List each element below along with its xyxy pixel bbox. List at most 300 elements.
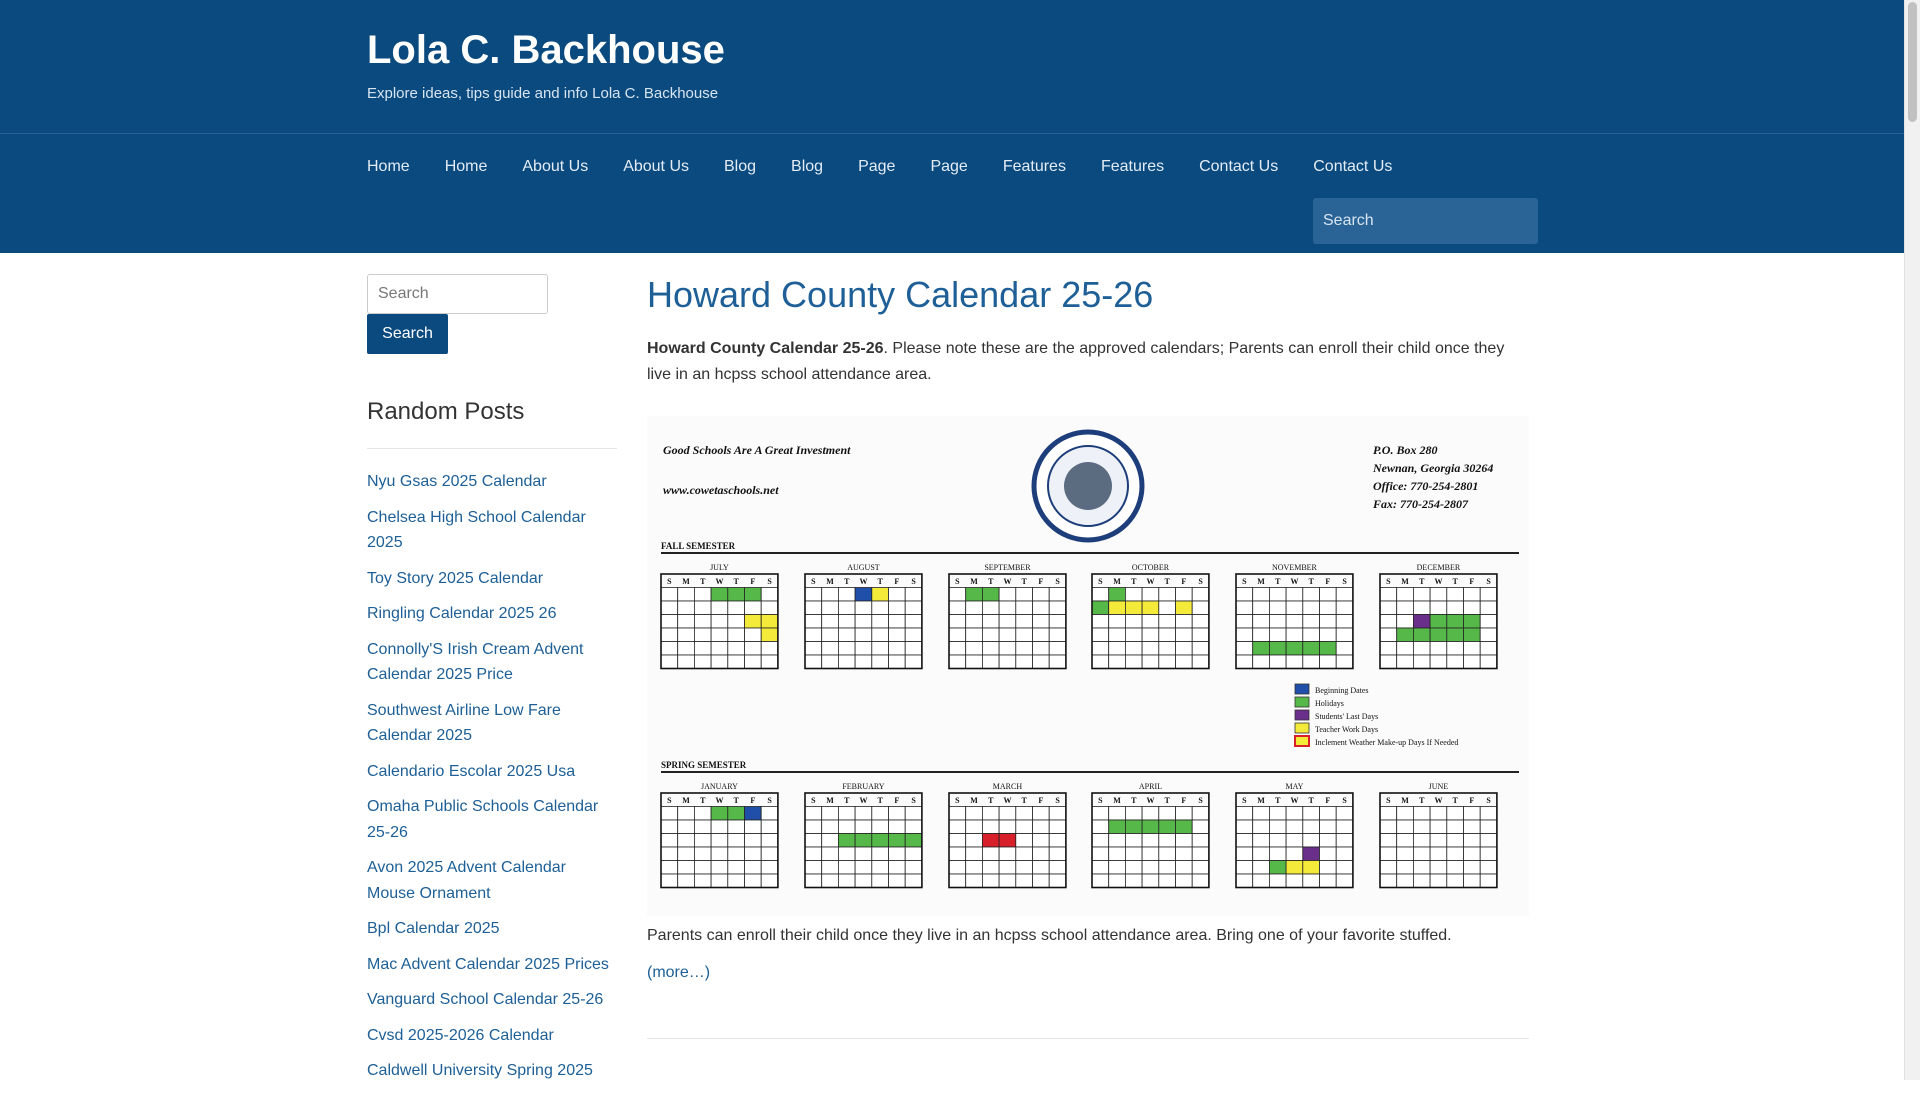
calendar-day-cell [1303, 628, 1320, 642]
legend-swatch [1295, 736, 1309, 746]
calendar-day-cell [982, 847, 999, 861]
calendar-day-cell [1303, 601, 1320, 615]
calendar-weekday-label: M [826, 796, 834, 805]
calendar-day-cell [1142, 615, 1159, 629]
random-post-link[interactable]: Caldwell University Spring 2025 [367, 1062, 593, 1079]
calendar-day-cell [1192, 628, 1209, 642]
calendar-day-cell [1016, 588, 1033, 602]
calendar-day-cell [1464, 615, 1481, 629]
post-intro [647, 336, 1529, 387]
legend-label: Inclement Weather Make-up Days If Needed [1315, 738, 1459, 747]
calendar-day-cell [1236, 820, 1253, 834]
calendar-day-cell [1380, 807, 1397, 821]
calendar-day-cell [905, 861, 922, 875]
calendar-weekday-label: T [700, 796, 706, 805]
calendar-day-cell [1033, 642, 1050, 656]
calendar-weekday-label: T [1164, 577, 1170, 586]
calendar-day-cell [1397, 847, 1414, 861]
calendar-day-cell [999, 834, 1016, 848]
calendar-day-cell [1447, 834, 1464, 848]
calendar-day-cell [711, 820, 728, 834]
nav-item-features[interactable]: Features [1002, 158, 1066, 175]
calendar-day-cell [1253, 807, 1270, 821]
calendar-day-cell [1033, 847, 1050, 861]
calendar-day-cell [745, 615, 762, 629]
calendar-day-cell [1269, 588, 1286, 602]
calendar-day-cell [1192, 588, 1209, 602]
calendar-weekday-label: S [1386, 577, 1391, 586]
calendar-day-cell [761, 874, 778, 888]
calendar-day-cell [1125, 874, 1142, 888]
sidebar-search-input[interactable] [367, 274, 548, 314]
calendar-day-cell [1336, 588, 1353, 602]
calendar-day-cell [1236, 834, 1253, 848]
calendar-day-cell [1016, 820, 1033, 834]
calendar-month-label: FEBRUARY [842, 782, 885, 791]
calendar-day-cell [1253, 834, 1270, 848]
calendar-day-cell [728, 847, 745, 861]
calendar-day-cell [1336, 615, 1353, 629]
calendar-day-cell [694, 834, 711, 848]
list-item [367, 566, 617, 592]
calendar-day-cell [1092, 601, 1109, 615]
calendar-weekday-label: T [1131, 577, 1137, 586]
calendar-day-cell [822, 834, 839, 848]
calendar-day-cell [855, 642, 872, 656]
calendar-day-cell [1049, 847, 1066, 861]
random-posts-list [367, 469, 617, 1084]
calendar-day-cell [728, 601, 745, 615]
calendar-day-cell [745, 628, 762, 642]
calendar-day-cell [1480, 601, 1497, 615]
random-post-link[interactable]: Cvsd 2025-2026 Calendar [367, 1026, 554, 1044]
calendar-day-cell [1269, 807, 1286, 821]
calendar-day-cell [761, 642, 778, 656]
calendar-day-cell [1480, 834, 1497, 848]
calendar-day-cell [1142, 847, 1159, 861]
calendar-day-cell [1269, 615, 1286, 629]
calendar-day-cell [678, 807, 695, 821]
calendar-day-cell [889, 655, 906, 669]
calendar-day-cell [678, 628, 695, 642]
calendar-weekday-label: T [1419, 796, 1425, 805]
calendar-day-cell [1286, 847, 1303, 861]
read-more-link[interactable]: (more…) [647, 964, 711, 981]
calendar-day-cell [661, 861, 678, 875]
calendar-day-cell [1159, 847, 1176, 861]
calendar-day-cell [1303, 588, 1320, 602]
random-post-link[interactable]: Omaha Public Schools Calendar 25-26 [367, 798, 599, 841]
calendar-weekday-label: M [1257, 796, 1265, 805]
post-title[interactable]: Howard County Calendar 25-26 [647, 274, 1154, 315]
calendar-day-cell [838, 847, 855, 861]
calendar-day-cell [1447, 655, 1464, 669]
calendar-day-cell [1447, 861, 1464, 875]
calendar-day-cell [1464, 642, 1481, 656]
calendar-day-cell [1286, 820, 1303, 834]
scrollbar-thumb[interactable] [1908, 2, 1917, 122]
calendar-day-cell [1192, 820, 1209, 834]
calendar-day-cell [1286, 807, 1303, 821]
calendar-day-cell [889, 628, 906, 642]
calendar-day-cell [745, 642, 762, 656]
calendar-day-cell [711, 847, 728, 861]
random-post-link[interactable]: Toy Story 2025 Calendar [367, 569, 544, 587]
calendar-day-cell [745, 874, 762, 888]
calendar-day-cell [1253, 874, 1270, 888]
calendar-day-cell [822, 655, 839, 669]
calendar-day-cell [1480, 642, 1497, 656]
nav-item-page[interactable]: Page [858, 158, 896, 175]
calendar-day-cell [1236, 874, 1253, 888]
calendar-day-cell [1236, 588, 1253, 602]
nav-item-blog[interactable]: Blog [724, 158, 757, 175]
list-item [367, 505, 617, 556]
calendar-day-cell [1397, 601, 1414, 615]
calendar-day-cell [1142, 642, 1159, 656]
calendar-day-cell [1016, 834, 1033, 848]
calendar-day-cell [1253, 861, 1270, 875]
calendar-day-cell [966, 601, 983, 615]
calendar-day-cell [822, 642, 839, 656]
calendar-day-cell [1092, 628, 1109, 642]
calendar-day-cell [711, 655, 728, 669]
main-content [647, 268, 1529, 981]
calendar-weekday-label: S [1098, 577, 1103, 586]
calendar-day-cell [1447, 615, 1464, 629]
calendar-weekday-label: T [877, 577, 883, 586]
calendar-day-cell [889, 834, 906, 848]
calendar-day-cell [838, 588, 855, 602]
random-post-link[interactable]: Nyu Gsas 2025 Calendar [367, 473, 547, 490]
calendar-weekday-label: W [1434, 796, 1443, 805]
calendar-day-cell [711, 615, 728, 629]
page-scrollbar[interactable] [1904, 0, 1920, 1080]
calendar-day-cell [1016, 642, 1033, 656]
calendar-day-cell [1286, 601, 1303, 615]
calendar-day-cell [822, 628, 839, 642]
calendar-day-cell [1253, 847, 1270, 861]
calendar-day-cell [1464, 861, 1481, 875]
calendar-day-cell [1236, 628, 1253, 642]
calendar-day-cell [1464, 628, 1481, 642]
calendar-day-cell [1049, 628, 1066, 642]
calendar-day-cell [966, 834, 983, 848]
calendar-day-cell [1413, 601, 1430, 615]
calendar-weekday-label: F [894, 796, 900, 805]
calendar-day-cell [872, 874, 889, 888]
calendar-day-cell [1109, 874, 1126, 888]
calendar-day-cell [1236, 642, 1253, 656]
calendar-day-cell [1125, 615, 1142, 629]
calendar-day-cell [855, 874, 872, 888]
calendar-weekday-label: S [1242, 796, 1247, 805]
calendar-day-cell [999, 874, 1016, 888]
school-seal-icon [1034, 432, 1142, 540]
calendar-day-cell [999, 861, 1016, 875]
calendar-weekday-label: W [859, 577, 868, 586]
calendar-day-cell [1269, 628, 1286, 642]
calendar-weekday-label: F [894, 577, 900, 586]
nav-item-home[interactable]: Home [444, 158, 488, 175]
calendar-day-cell [728, 615, 745, 629]
calendar-day-cell [728, 588, 745, 602]
calendar-day-cell [1033, 820, 1050, 834]
calendar-day-cell [728, 820, 745, 834]
calendar-weekday-label: W [1290, 796, 1299, 805]
calendar-website: www.cowetaschools.net [663, 483, 779, 497]
calendar-day-cell [1413, 807, 1430, 821]
calendar-day-cell [1447, 628, 1464, 642]
nav-item-features[interactable]: Features [1100, 158, 1165, 175]
post-intro-bold: Howard County Calendar 25-26 [647, 340, 884, 357]
calendar-day-cell [889, 807, 906, 821]
calendar-day-cell [949, 615, 966, 629]
calendar-day-cell [1413, 588, 1430, 602]
calendar-day-cell [1397, 588, 1414, 602]
calendar-day-cell [999, 847, 1016, 861]
calendar-day-cell [694, 601, 711, 615]
random-post-link[interactable]: Mac Advent Calendar 2025 Prices [367, 955, 609, 973]
calendar-day-cell [1033, 601, 1050, 615]
calendar-day-cell [1380, 655, 1397, 669]
calendar-day-cell [678, 601, 695, 615]
random-post-link[interactable]: Connolly'S Irish Cream Advent Calendar 2025 Price [367, 640, 584, 683]
list-item [367, 952, 617, 978]
nav-item-contact-us[interactable]: Contact Us [1313, 158, 1393, 175]
calendar-day-cell [678, 820, 695, 834]
calendar-weekday-label: S [955, 796, 960, 805]
calendar-day-cell [1109, 820, 1126, 834]
calendar-weekday-label: F [1038, 577, 1044, 586]
calendar-day-cell [1480, 847, 1497, 861]
calendar-day-cell [1430, 601, 1447, 615]
calendar-day-cell [661, 655, 678, 669]
calendar-day-cell [949, 820, 966, 834]
calendar-day-cell [949, 807, 966, 821]
calendar-weekday-label: W [715, 577, 724, 586]
calendar-day-cell [1336, 874, 1353, 888]
calendar-day-cell [1286, 861, 1303, 875]
nav-item-home[interactable]: Home [367, 158, 410, 175]
calendar-day-cell [966, 588, 983, 602]
calendar-day-cell [1142, 874, 1159, 888]
calendar-day-cell [1109, 655, 1126, 669]
calendar-weekday-label: M [1113, 796, 1121, 805]
calendar-day-cell [1336, 655, 1353, 669]
calendar-day-cell [728, 807, 745, 821]
main-nav [367, 158, 1427, 178]
calendar-day-cell [1159, 834, 1176, 848]
calendar-day-cell [1336, 601, 1353, 615]
calendar-day-cell [949, 642, 966, 656]
nav-item-contact-us[interactable]: Contact Us [1199, 158, 1279, 175]
nav-item-blog[interactable]: Blog [791, 158, 824, 175]
nav-item-about-us[interactable]: About Us [623, 158, 689, 175]
calendar-day-cell [1269, 601, 1286, 615]
calendar-day-cell [1125, 628, 1142, 642]
calendar-day-cell [1159, 588, 1176, 602]
sidebar-search-button[interactable]: Search [367, 314, 448, 354]
calendar-day-cell [1380, 834, 1397, 848]
calendar-day-cell [745, 820, 762, 834]
calendar-weekday-label: M [1401, 796, 1409, 805]
calendar-weekday-label: T [844, 577, 850, 586]
calendar-day-cell [678, 655, 695, 669]
calendar-day-cell [1142, 820, 1159, 834]
calendar-day-cell [1253, 655, 1270, 669]
calendar-day-cell [1016, 861, 1033, 875]
calendar-day-cell [661, 628, 678, 642]
calendar-day-cell [949, 655, 966, 669]
calendar-day-cell [889, 642, 906, 656]
calendar-day-cell [1176, 601, 1193, 615]
calendar-weekday-label: S [911, 796, 916, 805]
calendar-day-cell [1176, 807, 1193, 821]
calendar-day-cell [1286, 642, 1303, 656]
calendar-day-cell [949, 861, 966, 875]
fall-semester-label: FALL SEMESTER [661, 541, 736, 551]
calendar-day-cell [1320, 601, 1337, 615]
calendar-weekday-label: S [911, 577, 916, 586]
calendar-day-cell [822, 807, 839, 821]
calendar-day-cell [1320, 861, 1337, 875]
calendar-day-cell [1176, 642, 1193, 656]
calendar-day-cell [1253, 820, 1270, 834]
random-post-link[interactable]: Bpl Calendar 2025 [367, 920, 500, 937]
calendar-day-cell [1320, 820, 1337, 834]
calendar-day-cell [745, 834, 762, 848]
calendar-day-cell [661, 834, 678, 848]
nav-item-page[interactable]: Page [930, 158, 968, 175]
calendar-day-cell [1269, 861, 1286, 875]
calendar-weekday-label: T [1275, 796, 1281, 805]
list-item [367, 759, 617, 785]
calendar-address-2: Newnan, Georgia 30264 [1373, 461, 1494, 475]
calendar-weekday-label: S [1098, 796, 1103, 805]
calendar-day-cell [1016, 628, 1033, 642]
legend-label: Students' Last Days [1315, 712, 1379, 721]
calendar-day-cell [1380, 628, 1397, 642]
calendar-day-cell [838, 601, 855, 615]
calendar-day-cell [761, 601, 778, 615]
calendar-day-cell [1125, 820, 1142, 834]
calendar-day-cell [761, 655, 778, 669]
calendar-day-cell [1397, 615, 1414, 629]
calendar-month-label: NOVEMBER [1272, 563, 1317, 572]
random-post-link[interactable]: Calendario Escolar 2025 Usa [367, 762, 576, 780]
random-post-link[interactable]: Avon 2025 Advent Calendar Mouse Ornament [367, 859, 566, 902]
calendar-day-cell [966, 615, 983, 629]
calendar-day-cell [1320, 655, 1337, 669]
calendar-day-cell [855, 615, 872, 629]
calendar-day-cell [1192, 615, 1209, 629]
site-title[interactable]: Lola C. Backhouse [367, 28, 725, 72]
calendar-day-cell [1142, 628, 1159, 642]
calendar-day-cell [838, 807, 855, 821]
calendar-day-cell [1336, 820, 1353, 834]
random-post-link[interactable]: Southwest Airline Low Fare Calendar 2025 [367, 701, 561, 744]
calendar-day-cell [982, 861, 999, 875]
calendar-day-cell [1176, 628, 1193, 642]
calendar-day-cell [728, 861, 745, 875]
calendar-day-cell [694, 807, 711, 821]
calendar-day-cell [678, 642, 695, 656]
calendar-day-cell [872, 847, 889, 861]
calendar-day-cell [872, 861, 889, 875]
calendar-day-cell [1480, 615, 1497, 629]
calendar-day-cell [905, 615, 922, 629]
header-search-input[interactable] [1313, 198, 1538, 244]
calendar-day-cell [1016, 847, 1033, 861]
calendar-day-cell [855, 655, 872, 669]
calendar-weekday-label: S [1055, 796, 1060, 805]
calendar-day-cell [1253, 628, 1270, 642]
calendar-day-cell [1049, 874, 1066, 888]
calendar-weekday-label: S [1386, 796, 1391, 805]
nav-item-about-us[interactable]: About Us [522, 158, 589, 175]
calendar-day-cell [838, 628, 855, 642]
calendar-day-cell [805, 834, 822, 848]
calendar-day-cell [838, 861, 855, 875]
calendar-weekday-label: T [988, 796, 994, 805]
random-post-link[interactable]: Chelsea High School Calendar 2025 [367, 508, 586, 551]
calendar-day-cell [1413, 861, 1430, 875]
random-post-link[interactable]: Ringling Calendar 2025 26 [367, 605, 557, 622]
calendar-day-cell [694, 615, 711, 629]
calendar-day-cell [1413, 820, 1430, 834]
calendar-weekday-label: T [1021, 577, 1027, 586]
calendar-day-cell [1480, 655, 1497, 669]
calendar-day-cell [872, 642, 889, 656]
calendar-day-cell [889, 847, 906, 861]
calendar-day-cell [1320, 847, 1337, 861]
calendar-day-cell [1320, 642, 1337, 656]
calendar-day-cell [1336, 628, 1353, 642]
calendar-day-cell [1253, 601, 1270, 615]
calendar-day-cell [966, 820, 983, 834]
calendar-day-cell [966, 861, 983, 875]
calendar-weekday-label: W [715, 796, 724, 805]
calendar-address-3: Office: 770-254-2801 [1373, 479, 1479, 493]
calendar-weekday-label: F [750, 796, 756, 805]
random-post-link[interactable]: Vanguard School Calendar 25-26 [367, 991, 604, 1008]
calendar-day-cell [678, 874, 695, 888]
calendar-day-cell [1192, 847, 1209, 861]
calendar-weekday-label: M [682, 796, 690, 805]
calendar-day-cell [1320, 615, 1337, 629]
calendar-day-cell [1413, 628, 1430, 642]
calendar-day-cell [1109, 628, 1126, 642]
calendar-day-cell [1033, 834, 1050, 848]
calendar-day-cell [872, 628, 889, 642]
calendar-day-cell [822, 820, 839, 834]
calendar-day-cell [1380, 615, 1397, 629]
calendar-day-cell [1269, 655, 1286, 669]
calendar-day-cell [745, 655, 762, 669]
calendar-day-cell [822, 874, 839, 888]
calendar-weekday-label: S [667, 577, 672, 586]
calendar-day-cell [1092, 588, 1109, 602]
calendar-day-cell [1109, 601, 1126, 615]
calendar-day-cell [1192, 834, 1209, 848]
calendar-weekday-label: T [1021, 796, 1027, 805]
calendar-day-cell [966, 847, 983, 861]
calendar-day-cell [805, 861, 822, 875]
calendar-day-cell [694, 874, 711, 888]
calendar-weekday-label: W [1003, 577, 1012, 586]
calendar-day-cell [999, 628, 1016, 642]
